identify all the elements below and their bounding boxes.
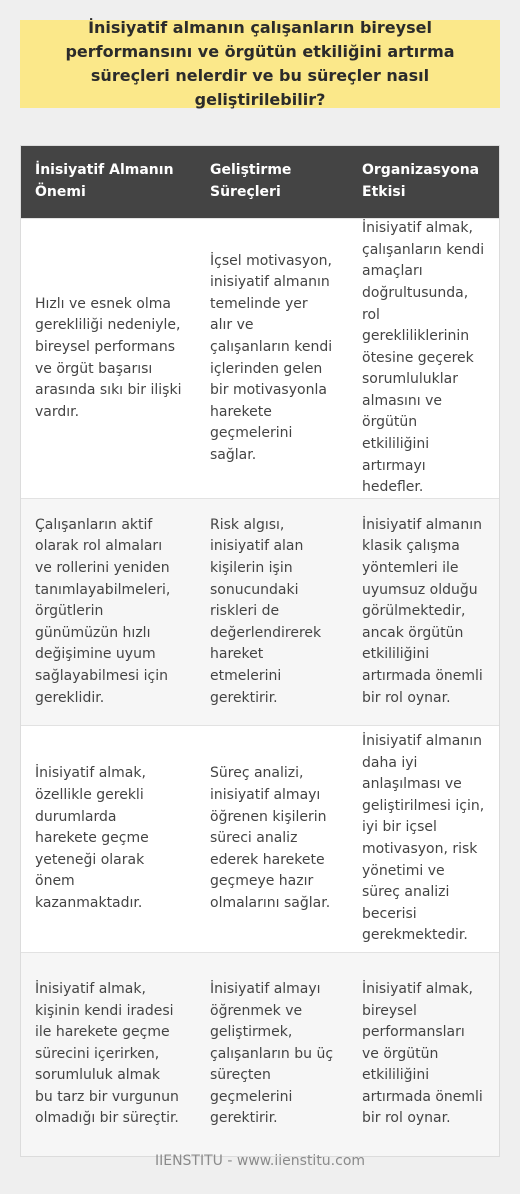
table-cell (196, 219, 348, 498)
header-development-processes: Geliştirme Süreçleri (210, 162, 292, 200)
cell-text: Çalışanların aktif olarak rol almaları ve rollerini yeniden tanımlayabilmeleri, örgütlerin günümüzün hızlı değişimine uyum sağlayabilmesi için gereklidir. (35, 516, 171, 706)
table-cell (196, 499, 348, 725)
cell-text: Hızlı ve esnek olma gerekliliği nedeniyle, bireysel performans ve örgüt başarısı arasında sıkı bir ilişki vardır. (35, 295, 182, 420)
table-cell (21, 953, 196, 1156)
table-row (21, 498, 499, 725)
table-cell (21, 726, 196, 952)
table-cell (348, 219, 499, 498)
cell-text: İnisiyatif almak, özellikle gerekli durumlarda harekete geçme yeteneği olarak önem kazanmaktadır. (35, 765, 149, 911)
cell-text: İnisiyatif almanın daha iyi anlaşılması ve geliştirilmesi için, iyi bir içsel motivasyon, risk yönetimi ve süreç analizi becerisi gerekmektedir. (362, 733, 485, 944)
table-row (21, 218, 499, 498)
cell-text: İnisiyatif almayı öğrenmek ve geliştirmek, çalışanların bu üç süreçten geçmelerini gerektirir. (210, 980, 334, 1127)
title-banner (20, 20, 500, 108)
cell-text: Süreç analizi, inisiyatif almayı öğrenen kişilerin süreci analiz ederek harekete geçmeye hazır olmalarını sağlar. (210, 765, 331, 911)
cell-text: İnisiyatif almanın klasik çalışma yöntemleri ile uyumsuz olduğu görülmektedir, ancak örgütün etkililiğini artırmada önemli bir rol oynar. (362, 516, 483, 706)
table-row (21, 952, 499, 1156)
cell-text: İnisiyatif almak, bireysel performansları ve örgütün etkililiğini artırmada önemli bir rol oynar. (362, 980, 483, 1127)
cell-text: İçsel motivasyon, inisiyatif almanın temelinde yer alır ve çalışanların kendi içlerinden gelen bir motivasyonla harekete geçmelerini sağlar. (210, 252, 333, 463)
table-cell (196, 726, 348, 952)
footer-credit: IIENSTITU - www.iienstitu.com (154, 1153, 366, 1169)
cell-text: İnisiyatif almak, çalışanların kendi amaçları doğrultusunda, rol gerekliliklerinin ötesine geçerek sorumluluklar almasını ve örgütün etkililiğini artırmayı hedefler. (362, 220, 485, 496)
table-header-row (21, 146, 499, 218)
table-cell (21, 219, 196, 498)
table-cell (196, 953, 348, 1156)
table-cell (348, 726, 499, 952)
header-organizational-effect: Organizasyona Etkisi (362, 162, 480, 200)
cell-text: İnisiyatif almak, kişinin kendi iradesi ile harekete geçme sürecini içerirken, sorumluluk almak bu tarz bir vurgunun olmadığı bir süreçtir. (35, 980, 179, 1127)
page-title: İnisiyatif almanın çalışanların bireysel performansını ve örgütün etkiliğini artırma süreçleri nelerdir ve bu süreçler nasıl geliştirilebilir? (65, 18, 455, 109)
table-cell (348, 499, 499, 725)
table-cell (21, 499, 196, 725)
table-cell (348, 953, 499, 1156)
header-importance: İnisiyatif Almanın Önemi (35, 162, 174, 200)
table-row (21, 725, 499, 952)
cell-text: Risk algısı, inisiyatif alan kişilerin işin sonucundaki riskleri de değerlendirerek hareket etmelerini gerektirir. (210, 516, 322, 706)
info-table (20, 145, 500, 1157)
